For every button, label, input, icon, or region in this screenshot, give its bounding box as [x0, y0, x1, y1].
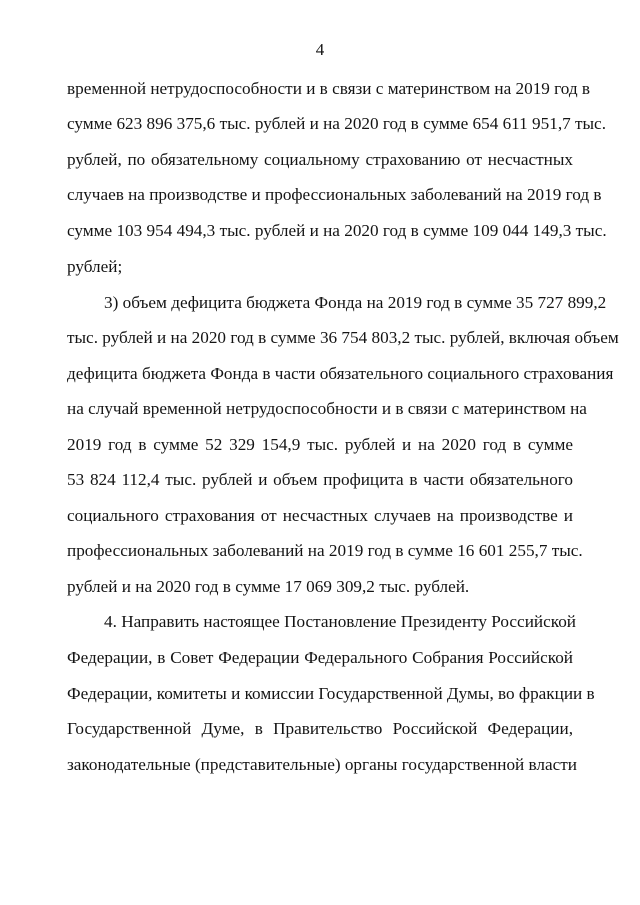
- text-line: Федерации, в Совет Федерации Федерального Собрания Российской: [67, 648, 573, 667]
- text-line: 53 824 112,4 тыс. рублей и объем профицита в части обязательного: [67, 470, 573, 489]
- text-line: рублей, по обязательному социальному страхованию от несчастных: [67, 150, 573, 169]
- text-line: социального страхования от несчастных случаев на производстве и: [67, 506, 573, 525]
- text-line: тыс. рублей и на 2020 год в сумме 36 754 803,2 тыс. рублей, включая объем: [67, 328, 619, 347]
- page-number: 4: [315, 40, 325, 59]
- text-line: Государственной Думе, в Правительство Российской Федерации,: [67, 719, 573, 738]
- text-line: 3) объем дефицита бюджета Фонда на 2019 год в сумме 35 727 899,2: [104, 293, 607, 312]
- text-line: рублей;: [67, 257, 123, 276]
- text-line: временной нетрудоспособности и в связи с материнством на 2019 год в: [67, 79, 591, 98]
- text-line: дефицита бюджета Фонда в части обязательного социального страхования: [67, 364, 614, 383]
- text-line: рублей и на 2020 год в сумме 17 069 309,2 тыс. рублей.: [67, 577, 470, 596]
- text-line: 4. Направить настоящее Постановление Президенту Российской: [104, 612, 576, 631]
- text-line: 2019 год в сумме 52 329 154,9 тыс. рублей и на 2020 год в сумме: [67, 435, 573, 454]
- text-line: сумме 103 954 494,3 тыс. рублей и на 2020 год в сумме 109 044 149,3 тыс.: [67, 221, 607, 240]
- text-line: сумме 623 896 375,6 тыс. рублей и на 2020 год в сумме 654 611 951,7 тыс.: [67, 114, 606, 133]
- text-line: профессиональных заболеваний на 2019 год в сумме 16 601 255,7 тыс.: [67, 541, 583, 560]
- text-line: законодательные (представительные) органы государственной власти: [67, 755, 577, 774]
- text-line: на случай временной нетрудоспособности и в связи с материнством на: [67, 399, 587, 418]
- text-line: случаев на производстве и профессиональных заболеваний на 2019 год в: [67, 185, 602, 204]
- text-line: Федерации, комитеты и комиссии Государственной Думы, во фракции в: [67, 684, 595, 703]
